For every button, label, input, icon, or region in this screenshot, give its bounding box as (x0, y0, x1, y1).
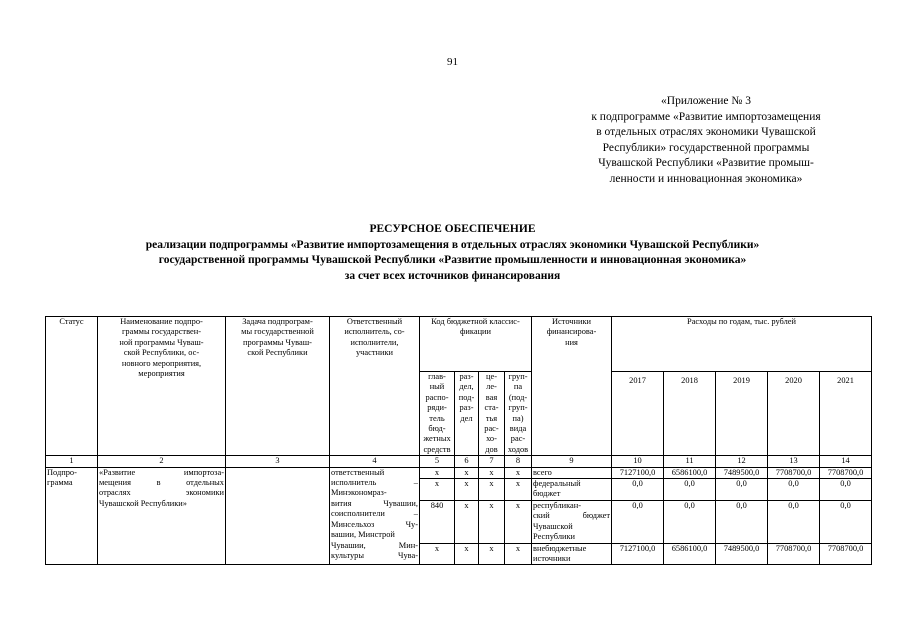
header-sources (532, 317, 612, 456)
source-line: внебюджетные (533, 543, 587, 553)
value-cell: 7708700,0 (768, 543, 820, 565)
column-number: 2 (98, 456, 226, 467)
header-task (226, 317, 330, 456)
column-number: 9 (532, 456, 612, 467)
column-number: 3 (226, 456, 330, 467)
source-line: республикан- (533, 500, 582, 510)
header-code-group-line: (под- (508, 392, 528, 402)
source-line: Республики (533, 532, 576, 542)
code-cell: x (505, 543, 532, 565)
column-number: 14 (820, 456, 872, 467)
value-cell: 0,0 (716, 500, 768, 543)
code-cell: x (479, 467, 505, 478)
column-number: 10 (612, 456, 664, 467)
column-number: 7 (479, 456, 505, 467)
value-cell: 7127100,0 (612, 543, 664, 565)
header-name-line: ной программы Чуваш- (119, 337, 204, 347)
header-code-main-line: глав- (428, 372, 446, 381)
code-cell: x (455, 500, 479, 543)
header-status (46, 317, 98, 456)
value-cell: 7127100,0 (612, 467, 664, 478)
subprogram-name-line: отраслях экономики (99, 488, 224, 498)
executor-line: вашии, Минстрой (331, 530, 395, 540)
header-sources-line: ния (565, 337, 578, 347)
source-cell (532, 467, 612, 478)
code-cell: x (420, 467, 455, 478)
header-task-line: программы Чуваш- (243, 337, 312, 347)
source-line: бюджет (533, 489, 561, 499)
header-year: 2021 (820, 372, 872, 456)
header-code-target-line: хо- (486, 434, 497, 444)
value-cell: 7708700,0 (820, 467, 872, 478)
header-task-line: Задача подпрограм- (242, 317, 313, 326)
code-cell: x (455, 543, 479, 565)
value-cell: 0,0 (716, 479, 768, 501)
header-code-group-line: вида (509, 424, 527, 434)
header-code-main-line: ный (429, 382, 445, 392)
header-code-target-line: рас- (484, 424, 499, 434)
value-cell: 0,0 (664, 479, 716, 501)
header-code-section-line: под- (458, 392, 475, 402)
code-cell: x (479, 543, 505, 565)
executor-line: Чувашии, Мин- (331, 540, 418, 550)
value-cell: 0,0 (768, 479, 820, 501)
code-cell: x (505, 467, 532, 478)
executor-line: ответственный (331, 467, 385, 477)
header-executor-line: участники (355, 348, 393, 358)
value-cell: 0,0 (820, 479, 872, 501)
header-executor-line: исполнители, (350, 337, 399, 347)
source-line: ский бюджет (533, 511, 611, 521)
source-cell (532, 543, 612, 565)
status-cell (46, 467, 98, 565)
subprogram-name-line: мещения в отдельных (99, 478, 224, 488)
source-line: Чувашской (533, 521, 573, 531)
header-year: 2017 (612, 372, 664, 456)
header-code-main-line: тель (429, 413, 445, 423)
header-executor-line: Ответственный (346, 317, 403, 326)
header-name (98, 317, 226, 456)
page-number: 91 (447, 56, 458, 68)
column-number-row (46, 456, 872, 467)
code-cell: x (479, 500, 505, 543)
value-cell: 6586100,0 (664, 543, 716, 565)
header-task-line: мы государственной (241, 327, 314, 337)
header-name-line: мероприятия (138, 369, 185, 379)
column-number: 12 (716, 456, 768, 467)
column-number: 8 (505, 456, 532, 467)
executor-line: вития Чувашии, (331, 498, 418, 508)
header-code-main-line: жетных (423, 434, 451, 444)
header-code-target-line: ста- (484, 403, 499, 413)
subprogram-name-line: Чувашской Республики» (99, 498, 187, 508)
source-line: всего (533, 467, 552, 477)
executor-line: Минэкономраз- (331, 488, 387, 498)
executor-line: исполнитель – (331, 478, 418, 488)
status-line: грамма (47, 478, 73, 488)
header-code-group-line: па (513, 382, 523, 392)
header-task-line: ской Республики (247, 348, 308, 358)
code-cell: x (420, 543, 455, 565)
header-code-section-line: дел, (459, 382, 474, 392)
task-cell (226, 467, 330, 565)
header-code-target-line: дов (485, 444, 498, 454)
value-cell: 0,0 (612, 479, 664, 501)
heading-line: за счет всех источников финансирования (344, 269, 561, 282)
code-cell: x (505, 479, 532, 501)
column-number: 4 (330, 456, 420, 467)
header-budget-code (420, 317, 532, 372)
appendix-line: Республики» государственной программы (602, 141, 810, 154)
code-cell: x (479, 479, 505, 501)
document-heading (0, 222, 905, 284)
heading-line: государственной программы Чувашской Республики «Развитие промышленности и инновационная экономика» (158, 254, 747, 266)
code-cell: x (455, 479, 479, 501)
heading-title: РЕСУРСНОЕ ОБЕСПЕЧЕНИЕ (369, 223, 536, 235)
source-line: федеральный (533, 479, 581, 489)
header-code-section-line: раз- (459, 372, 474, 381)
header-row (46, 317, 872, 372)
code-cell: 840 (420, 500, 455, 543)
header-code-group-line: груп- (508, 403, 528, 413)
value-cell: 0,0 (820, 500, 872, 543)
header-sources-line: Источники (552, 317, 592, 326)
column-number: 6 (455, 456, 479, 467)
header-budget-code-line: Код бюджетной классис- (431, 317, 520, 326)
header-code-main-line: бюд- (428, 424, 446, 434)
header-code-group-line: ходов (507, 444, 529, 454)
value-cell: 7489500,0 (716, 467, 768, 478)
value-cell: 0,0 (612, 500, 664, 543)
header-name-line: новного мероприятия, (121, 358, 202, 368)
header-expenses: Расходы по годам, тыс. рублей (612, 317, 872, 372)
resource-table (45, 316, 872, 565)
code-cell: x (455, 467, 479, 478)
header-year: 2018 (664, 372, 716, 456)
column-number: 13 (768, 456, 820, 467)
value-cell: 0,0 (664, 500, 716, 543)
appendix-line: ленности и инновационная экономика» (609, 172, 803, 185)
header-name-line: Наименование подпро- (120, 317, 203, 326)
header-code-target (479, 372, 505, 456)
header-code-main (420, 372, 455, 456)
header-code-section-line: раз- (459, 403, 474, 413)
header-budget-code-line: фикации (460, 327, 492, 337)
header-code-target-line: вая (485, 392, 498, 402)
header-year: 2020 (768, 372, 820, 456)
heading-line: реализации подпрограммы «Развитие импортозамещения в отдельных отраслях экономики Чувашской Республики» (145, 238, 760, 251)
value-cell: 7708700,0 (768, 467, 820, 478)
header-code-group-line: рас- (510, 434, 526, 444)
header-status-line: Статус (59, 317, 84, 326)
source-cell (532, 479, 612, 501)
code-cell: x (420, 479, 455, 501)
value-cell: 0,0 (768, 500, 820, 543)
appendix-line: к подпрограмме «Развитие импортозамещения (591, 110, 821, 123)
appendix-block (556, 94, 856, 187)
header-code-section-line: дел (460, 413, 473, 423)
source-cell (532, 500, 612, 543)
header-code-main-line: средств (423, 444, 451, 454)
header-sources-line: финансирова- (546, 327, 597, 337)
header-year: 2019 (716, 372, 768, 456)
executor-cell (330, 467, 420, 565)
header-name-line: граммы государствен- (122, 327, 201, 337)
subprogram-name-line: «Развитие импортоза- (99, 467, 224, 477)
source-line: источники (533, 553, 571, 563)
executor-line: соисполнители – (331, 509, 418, 519)
header-code-group-line: па) (512, 413, 524, 423)
value-cell: 7708700,0 (820, 543, 872, 565)
appendix-line: «Приложение № 3 (661, 95, 751, 107)
table-row (46, 467, 872, 478)
status-line: Подпро- (47, 467, 77, 477)
column-number: 5 (420, 456, 455, 467)
header-code-main-line: распо- (425, 392, 449, 402)
appendix-line: Чувашской Республики «Развитие промыш- (598, 157, 814, 169)
column-number: 1 (46, 456, 98, 467)
subprogram-name-cell (98, 467, 226, 565)
header-code-group-line: груп- (508, 372, 528, 381)
value-cell: 6586100,0 (664, 467, 716, 478)
header-name-line: ской Республики, ос- (123, 348, 200, 358)
value-cell: 7489500,0 (716, 543, 768, 565)
header-code-target-line: це- (486, 372, 497, 381)
header-code-section (455, 372, 479, 456)
header-executor (330, 317, 420, 456)
header-code-target-line: тья (485, 413, 498, 423)
code-cell: x (505, 500, 532, 543)
executor-line: Минсельхоз Чу- (331, 519, 418, 529)
appendix-line: в отдельных отраслях экономики Чувашской (596, 126, 816, 138)
header-code-main-line: ряди- (427, 403, 447, 413)
executor-line: культуры Чува- (331, 550, 418, 560)
column-number: 11 (664, 456, 716, 467)
header-executor-line: исполнитель, со- (344, 327, 405, 337)
header-code-group (505, 372, 532, 456)
header-code-target-line: ле- (486, 382, 497, 392)
